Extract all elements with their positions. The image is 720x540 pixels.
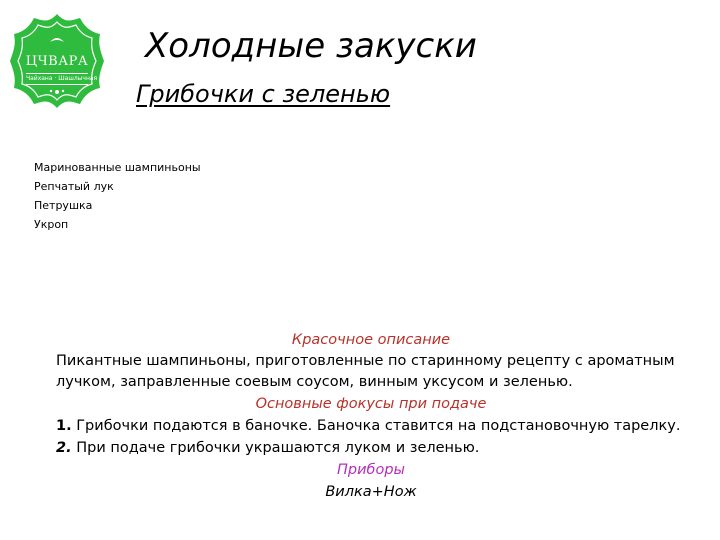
utensils-text: Вилка+Нож: [325, 484, 417, 500]
serving-step: [56, 437, 686, 459]
description-heading: Красочное описание: [291, 332, 451, 348]
dish-description-block: [56, 329, 686, 503]
logo-brand-text: ЦЧВАРА: [25, 54, 89, 69]
serving-step: [56, 415, 686, 437]
ingredient-item: Петрушка: [34, 199, 93, 212]
serving-heading: Основные фокусы при подаче: [255, 396, 487, 412]
ingredient-item: Укроп: [34, 218, 69, 231]
page-title: Холодные закуски: [145, 26, 477, 66]
description-text: Пикантные шампиньоны, приготовленные по старинному рецепту с ароматным лучком, заправленные соевым соусом, винным уксусом и зеленью.: [56, 353, 675, 390]
serving-step-number: 1.: [56, 418, 72, 434]
utensils-heading: Приборы: [337, 462, 405, 478]
ingredients-list: [34, 158, 201, 234]
dish-title: Грибочки с зеленью: [136, 80, 391, 108]
ingredient-item: Репчатый лук: [34, 180, 114, 193]
serving-step-text: Грибочки подаются в баночке. Баночка ставится на подстановочную тарелку.: [71, 418, 681, 434]
restaurant-logo: [8, 12, 106, 110]
logo-tagline: Чайхана · Шашлычная: [26, 73, 88, 85]
ingredient-item: Маринованные шампиньоны: [34, 161, 201, 174]
serving-step-number: 2.: [56, 440, 72, 456]
serving-step-text: При подаче грибочки украшаются луком и зеленью.: [71, 440, 480, 456]
